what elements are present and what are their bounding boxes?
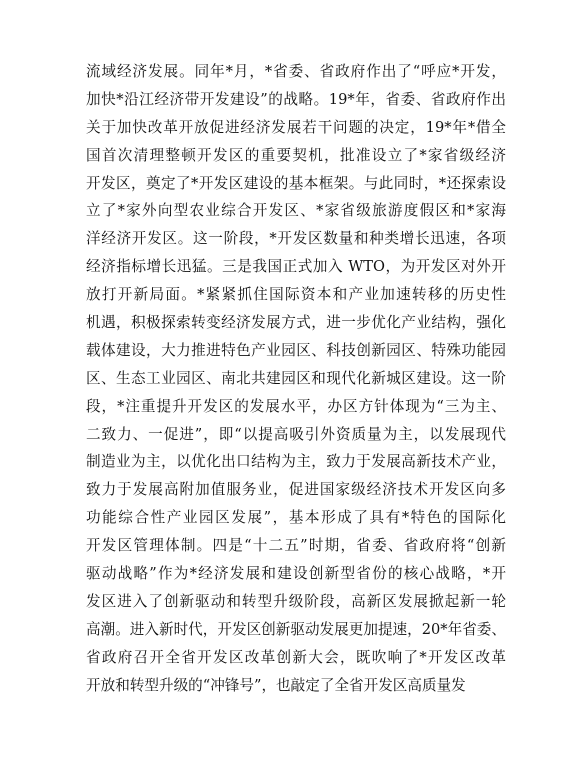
text-line: 致力于发展高附加值服务业，促进国家级经济技术开发区向多 [86,481,506,499]
text-line: 开放和转型升级的“冲锋号”，也敲定了全省开发区高质量发 [86,676,466,694]
text-line: 二致力、一促进”，即“以提高吸引外资质量为主，以发展现代 [86,425,506,443]
text-line: 段，*注重提升开发区的发展水平，办区方针体现为“三为主、 [86,397,506,415]
text-line: 省政府召开全省开发区改革创新大会，既吹响了*开发区改革 [86,648,506,666]
text-line: 高潮。进入新时代，开发区创新驱动发展更加提速，20*年省委、 [86,620,506,638]
text-line: 洋经济开发区。这一阶段，*开发区数量和种类增长迅速，各项 [86,230,506,248]
text-line: 关于加快改革开放促进经济发展若干问题的决定，19*年*借全 [86,118,506,136]
text-line: 驱动战略”作为*经济发展和建设创新型省份的核心战略，*开 [86,565,506,583]
text-line: 功能综合性产业园区发展”，基本形成了具有*特色的国际化 [86,509,506,527]
text-line: 经济指标增长迅猛。三是我国正式加入 WTO，为开发区对外开 [86,258,506,276]
text-line: 载体建设，大力推进特色产业园区、科技创新园区、特殊功能园 [86,341,506,359]
text-line: 制造业为主，以优化出口结构为主，致力于发展高新技术产业， [86,453,506,471]
text-line: 开发区，奠定了*开发区建设的基本框架。与此同时，*还探索设 [86,174,506,192]
text-line: 机遇，积极探索转变经济发展方式，进一步优化产业结构，强化 [86,314,506,332]
text-line: 区、生态工业园区、南北共建园区和现代化新城区建设。这一阶 [86,369,506,387]
text-line: 加快*沿江经济带开发建设”的战略。19*年，省委、省政府作出 [86,90,506,108]
body-text [86,58,506,699]
text-line: 流域经济发展。同年*月，*省委、省政府作出了“呼应*开发， [86,63,506,80]
text-line: 立了*家外向型农业综合开发区、*家省级旅游度假区和*家海 [86,202,506,220]
text-line: 国首次清理整顿开发区的重要契机，批准设立了*家省级经济 [86,146,506,164]
text-line: 放打开新局面。*紧紧抓住国际资本和产业加速转移的历史性 [86,286,506,304]
text-line: 发区进入了创新驱动和转型升级阶段，高新区发展掀起新一轮 [86,592,506,610]
text-line: 开发区管理体制。四是“十二五”时期，省委、省政府将“创新 [86,537,506,555]
